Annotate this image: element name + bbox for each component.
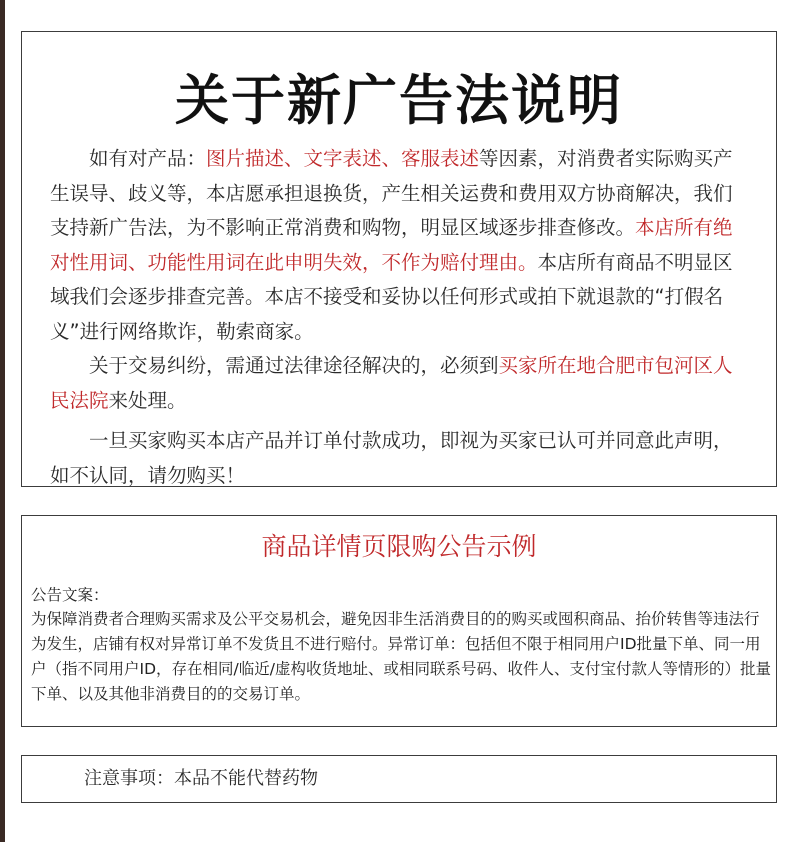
p2-text-c: 来处理。 <box>108 388 187 412</box>
notice-title: 关于新广告法说明 <box>175 69 623 132</box>
notice-paragraph-2 <box>50 349 750 418</box>
p1-text-e: 本店所有商品不明显区域我们会逐步排查完善。本店不接受和妥协以任何形式或拍下就退款的“打假名义”进行网络欺诈，勒索商家。 <box>50 250 733 343</box>
purchase-limit-label: 公告文案： <box>31 586 109 604</box>
left-edge-bar <box>0 0 5 842</box>
notice-paragraph-1 <box>50 142 750 349</box>
notice-paragraph-3: 一旦买家购买本店产品并订单付款成功，即视为买家已认可并同意此声明，如不认同，请勿购买！ <box>50 429 733 487</box>
p1-highlight-disclaimer: 本店所有绝对性用词、功能性用词在此申明失效，不作为赔付理由。 <box>50 216 733 274</box>
p1-text-c: 等因素，对消费者实际购买产生误导、歧义等，本店愿承担退换货，产生相关运费和费用双方协商解决，我们支持新广告法，为不影响正常消费和购物，明显区域逐步排查修改。 <box>50 147 733 239</box>
purchase-limit-body: 为保障消费者合理购买需求及公平交易机会，避免因非生活消费目的的购买或囤积商品、抬价转售等违法行为发生，店铺有权对异常订单不发货且不进行赔付。异常订单：包括但不限于相同用户ID批量下单、同一用户（指不同用户ID，存在相同/临近/虚构收货地址、或相同联系号码、收件人、支付宝付款人等情形的）批量下单、以及其他非消费目的的交易订单。 <box>31 610 771 703</box>
purchase-limit-title: 商品详情页限购公告示例 <box>261 532 537 561</box>
p1-text-a: 如有对产品： <box>89 147 207 170</box>
ad-law-notice-panel <box>21 31 777 487</box>
notice-body <box>50 142 750 493</box>
p2-highlight-court: 买家所在地合肥市包河区人民法院 <box>50 354 733 412</box>
attention-panel <box>21 755 777 803</box>
p2-text-a: 关于交易纠纷，需通过法律途径解决的，必须到 <box>89 354 499 377</box>
p1-highlight-descriptions: 图片描述、文字表述、客服表述 <box>206 147 480 170</box>
attention-text: 注意事项：本品不能代替药物 <box>84 768 318 789</box>
purchase-limit-panel <box>21 515 777 727</box>
